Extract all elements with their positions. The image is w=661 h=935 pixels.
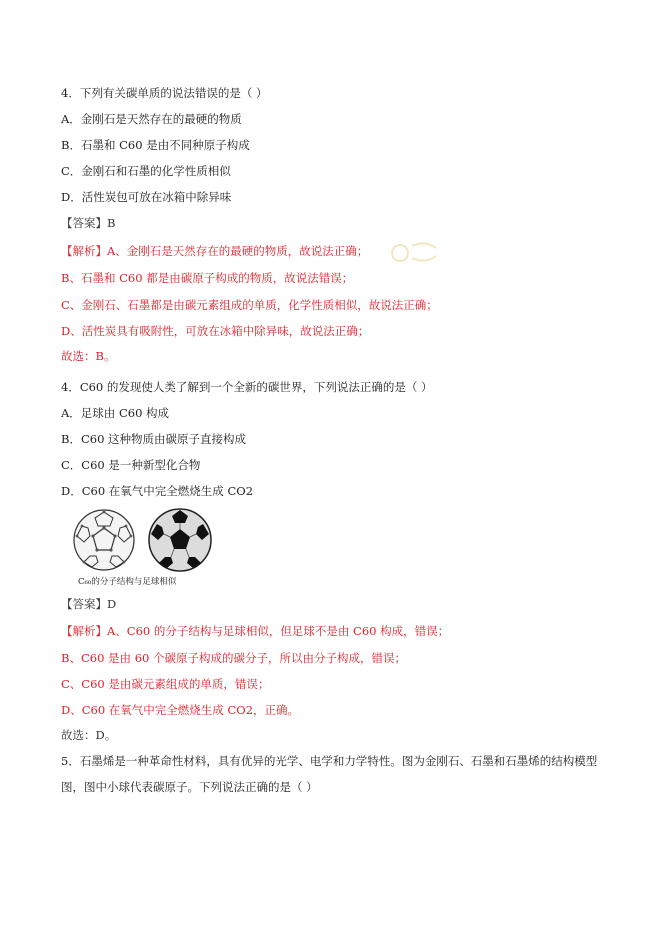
c60-figure <box>66 507 216 591</box>
c60-molecule-icon <box>74 510 134 570</box>
q2-analysis-c: C、C60 是由碳元素组成的单质，错误； <box>61 677 270 691</box>
q1-answer: 【答案】B <box>61 216 116 230</box>
q2-stem: 4．C60 的发现使人类了解到一个全新的碳世界，下列说法正确的是（ ） <box>61 380 433 394</box>
q1-option-c: C．金刚石和石墨的化学性质相似 <box>61 164 231 178</box>
q1-analysis-b: B、石墨和 C60 都是由碳原子构成的物质，故说法错误； <box>61 271 354 285</box>
q1-analysis-c: C、金刚石、石墨都是由碳元素组成的单质，化学性质相似，故说法正确； <box>61 298 438 312</box>
q2-analysis-d: D、C60 在氧气中完全燃烧生成 CO2，正确。 <box>61 703 300 717</box>
q2-option-d: D．C60 在氧气中完全燃烧生成 CO2 <box>61 484 254 498</box>
figure-caption: C₆₀的分子结构与足球相似 <box>78 577 177 587</box>
q3-stem-line-1: 5．石墨烯是一种革命性材料，具有优异的光学、电学和力学特性。图为金刚石、石墨和石墨烯的结构模型 <box>61 754 598 768</box>
q1-stem: 4．下列有关碳单质的说法错误的是（ ） <box>61 86 268 100</box>
q1-option-a: A．金刚石是天然存在的最硬的物质 <box>61 112 242 126</box>
q2-answer: 【答案】D <box>61 597 117 611</box>
q2-option-b: B．C60 这种物质由碳原子直接构成 <box>61 432 247 446</box>
q3-stem-line-2: 图，图中小球代表碳原子。下列说法正确的是（ ） <box>61 780 318 794</box>
q2-analysis-a: 【解析】A、C60 的分子结构与足球相似，但足球不是由 C60 构成，错误； <box>61 624 450 638</box>
q1-option-b: B．石墨和 C60 是由不同种原子构成 <box>61 138 250 152</box>
q2-option-c: C．C60 是一种新型化合物 <box>61 458 201 472</box>
q1-analysis-d: D、活性炭具有吸附性，可放在冰箱中除异味，故说法正确； <box>61 324 370 338</box>
q1-option-d: D．活性炭包可放在冰箱中除异味 <box>61 190 232 204</box>
q1-analysis-a: 【解析】A、金刚石是天然存在的最硬的物质，故说法正确； <box>61 244 369 258</box>
q2-conclusion: 故选：D。 <box>61 728 117 742</box>
football-icon <box>149 509 211 571</box>
watermark-icon <box>390 238 440 268</box>
q1-conclusion: 故选：B。 <box>61 349 116 363</box>
q2-option-a: A．足球由 C60 构成 <box>61 406 170 420</box>
q2-analysis-b: B、C60 是由 60 个碳原子构成的碳分子，所以由分子构成，错误； <box>61 651 406 665</box>
